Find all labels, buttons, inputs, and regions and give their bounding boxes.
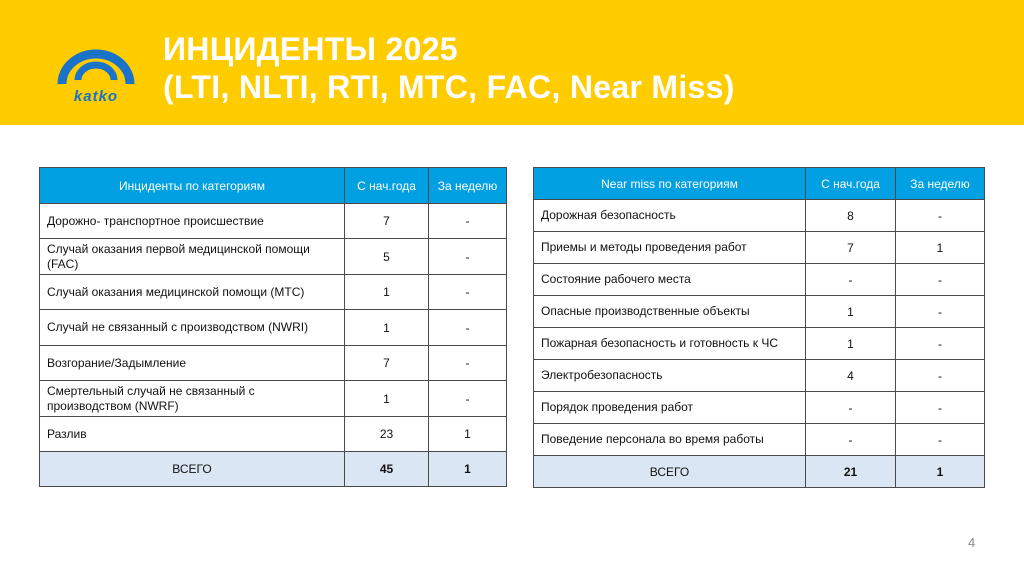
table-row bbox=[534, 392, 985, 424]
row-ytd: - bbox=[806, 264, 896, 296]
row-ytd: 7 bbox=[345, 204, 429, 239]
row-ytd: 23 bbox=[345, 417, 429, 452]
column-header-category: Near miss по категориям bbox=[534, 168, 806, 200]
row-week: - bbox=[896, 264, 985, 296]
table-row bbox=[40, 346, 507, 381]
svg-text:katko: katko bbox=[73, 88, 119, 105]
row-ytd: 8 bbox=[806, 200, 896, 232]
table-row bbox=[40, 310, 507, 346]
row-category: Поведение персонала во время работы bbox=[534, 424, 806, 456]
table-row bbox=[40, 204, 507, 239]
page-number: 4 bbox=[968, 535, 976, 550]
row-category: Приемы и методы проведения работ bbox=[534, 232, 806, 264]
row-week: - bbox=[429, 204, 507, 239]
title-line-2: (LTI, NLTI, RTI, MTC, FAC, Near Miss) bbox=[163, 69, 735, 105]
row-category: Состояние рабочего места bbox=[534, 264, 806, 296]
table-row bbox=[534, 424, 985, 456]
row-ytd: - bbox=[806, 392, 896, 424]
row-category: Случай не связанный с производством (NWRI) bbox=[40, 310, 345, 346]
table-row bbox=[534, 360, 985, 392]
row-category: Опасные производственные объекты bbox=[534, 296, 806, 328]
total-row bbox=[40, 452, 507, 487]
row-ytd: 1 bbox=[345, 275, 429, 310]
row-ytd: 5 bbox=[345, 239, 429, 275]
total-week: 1 bbox=[896, 456, 985, 488]
row-week: - bbox=[896, 360, 985, 392]
total-week: 1 bbox=[429, 452, 507, 487]
row-week: - bbox=[896, 424, 985, 456]
total-label: ВСЕГО bbox=[534, 456, 806, 488]
row-category: Разлив bbox=[40, 417, 345, 452]
table-header-row bbox=[534, 168, 985, 200]
company-logo bbox=[48, 40, 144, 106]
row-ytd: 1 bbox=[345, 381, 429, 417]
table-row bbox=[534, 328, 985, 360]
row-week: - bbox=[896, 392, 985, 424]
row-category: Случай оказания медицинской помощи (MTC) bbox=[40, 275, 345, 310]
title-line-1: ИНЦИДЕНТЫ 2025 bbox=[163, 31, 458, 67]
row-week: 1 bbox=[429, 417, 507, 452]
row-week: - bbox=[896, 200, 985, 232]
row-ytd: 1 bbox=[806, 328, 896, 360]
near-miss-table bbox=[533, 167, 985, 488]
row-ytd: 1 bbox=[806, 296, 896, 328]
row-week: - bbox=[896, 296, 985, 328]
column-header-week: За неделю bbox=[896, 168, 985, 200]
row-category: Смертельный случай не связанный с производством (NWRF) bbox=[40, 381, 345, 417]
row-category: Возгорание/Задымление bbox=[40, 346, 345, 381]
table-row bbox=[40, 239, 507, 275]
row-week: - bbox=[896, 328, 985, 360]
row-category: Электробезопасность bbox=[534, 360, 806, 392]
row-ytd: 4 bbox=[806, 360, 896, 392]
row-category: Пожарная безопасность и готовность к ЧС bbox=[534, 328, 806, 360]
column-header-category: Инциденты по категориям bbox=[40, 168, 345, 204]
row-category: Дорожно- транспортное происшествие bbox=[40, 204, 345, 239]
row-ytd: 7 bbox=[806, 232, 896, 264]
total-ytd: 45 bbox=[345, 452, 429, 487]
total-label: ВСЕГО bbox=[40, 452, 345, 487]
table-header-row bbox=[40, 168, 507, 204]
row-week: 1 bbox=[896, 232, 985, 264]
column-header-ytd: С нач.года bbox=[806, 168, 896, 200]
incidents-table bbox=[39, 167, 507, 487]
row-week: - bbox=[429, 310, 507, 346]
table-row bbox=[534, 296, 985, 328]
total-ytd: 21 bbox=[806, 456, 896, 488]
row-week: - bbox=[429, 381, 507, 417]
table-row bbox=[40, 417, 507, 452]
table-row bbox=[534, 200, 985, 232]
row-category: Порядок проведения работ bbox=[534, 392, 806, 424]
column-header-week: За неделю bbox=[429, 168, 507, 204]
row-ytd: 1 bbox=[345, 310, 429, 346]
table-row bbox=[534, 264, 985, 296]
table-row bbox=[534, 232, 985, 264]
row-week: - bbox=[429, 239, 507, 275]
slide-title bbox=[163, 30, 735, 106]
total-row bbox=[534, 456, 985, 488]
row-week: - bbox=[429, 275, 507, 310]
row-week: - bbox=[429, 346, 507, 381]
row-category: Случай оказания первой медицинской помощи (FAC) bbox=[40, 239, 345, 275]
table-row bbox=[40, 275, 507, 310]
row-category: Дорожная безопасность bbox=[534, 200, 806, 232]
column-header-ytd: С нач.года bbox=[345, 168, 429, 204]
table-row bbox=[40, 381, 507, 417]
row-ytd: 7 bbox=[345, 346, 429, 381]
row-ytd: - bbox=[806, 424, 896, 456]
